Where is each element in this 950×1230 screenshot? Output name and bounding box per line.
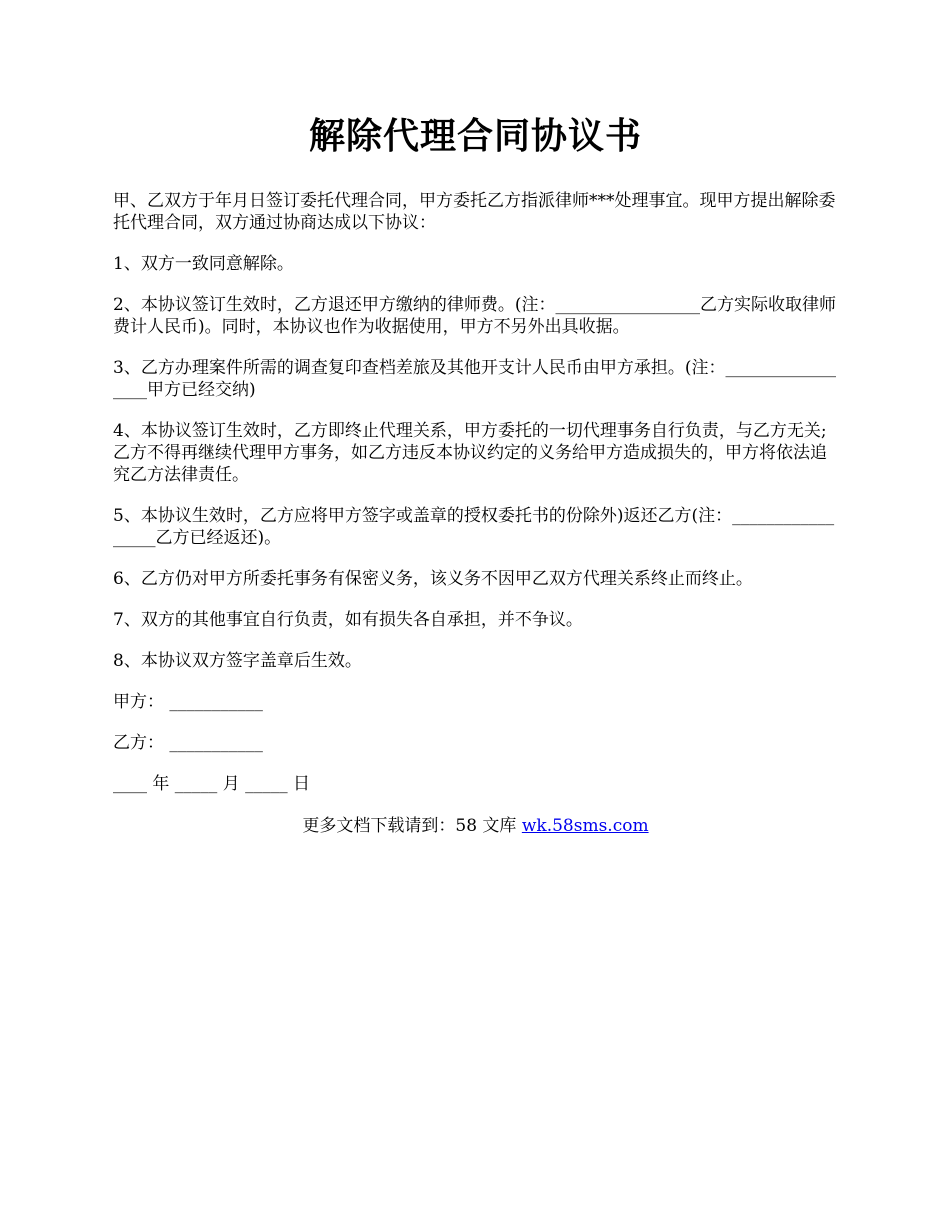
footer-link[interactable]: wk.58sms.com: [521, 816, 649, 836]
clause-3: 3、乙方办理案件所需的调查复印查档差旅及其他开支计人民币由甲方承担。(注：_________________甲方已经交纳): [113, 358, 836, 400]
clause-8: 8、本协议双方签字盖章后生效。: [113, 651, 362, 671]
date-line: ____ 年 _____ 月 _____ 日: [113, 774, 311, 794]
clause-7: 7、双方的其他事宜自行负责，如有损失各自承担，并不争议。: [113, 610, 583, 630]
clause-1: 1、双方一致同意解除。: [113, 254, 294, 274]
party-a-signature-line: 甲方： ___________: [113, 692, 263, 712]
footer-text: 更多文档下载请到：58 文库: [302, 816, 522, 836]
clause-5: 5、本协议生效时，乙方应将甲方签字或盖章的授权委托书的份除外)返还乙方(注：_________________乙方已经返还)。: [113, 506, 835, 548]
clause-2: 2、本协议签订生效时，乙方退还甲方缴纳的律师费。(注：_________________乙方实际收取律师费计人民币)。同时，本协议也作为收据使用，甲方不另外出具收据。: [113, 295, 836, 337]
intro-paragraph: 甲、乙双方于年月日签订委托代理合同，甲方委托乙方指派律师***处理事宜。现甲方提出解除委托代理合同，双方通过协商达成以下协议：: [113, 191, 836, 233]
document-title: 解除代理合同协议书: [308, 115, 642, 157]
clause-4: 4、本协议签订生效时，乙方即终止代理关系，甲方委托的一切代理事务自行负责，与乙方无关;乙方不得再继续代理甲方事务，如乙方违反本协议约定的义务给甲方造成损失的，甲方将依法追究乙方法律责任。: [113, 421, 827, 485]
footer: [113, 815, 838, 837]
clause-6: 6、乙方仍对甲方所委托事务有保密义务，该义务不因甲乙双方代理关系终止而终止。: [113, 569, 753, 589]
party-b-signature-line: 乙方： ___________: [113, 733, 263, 753]
